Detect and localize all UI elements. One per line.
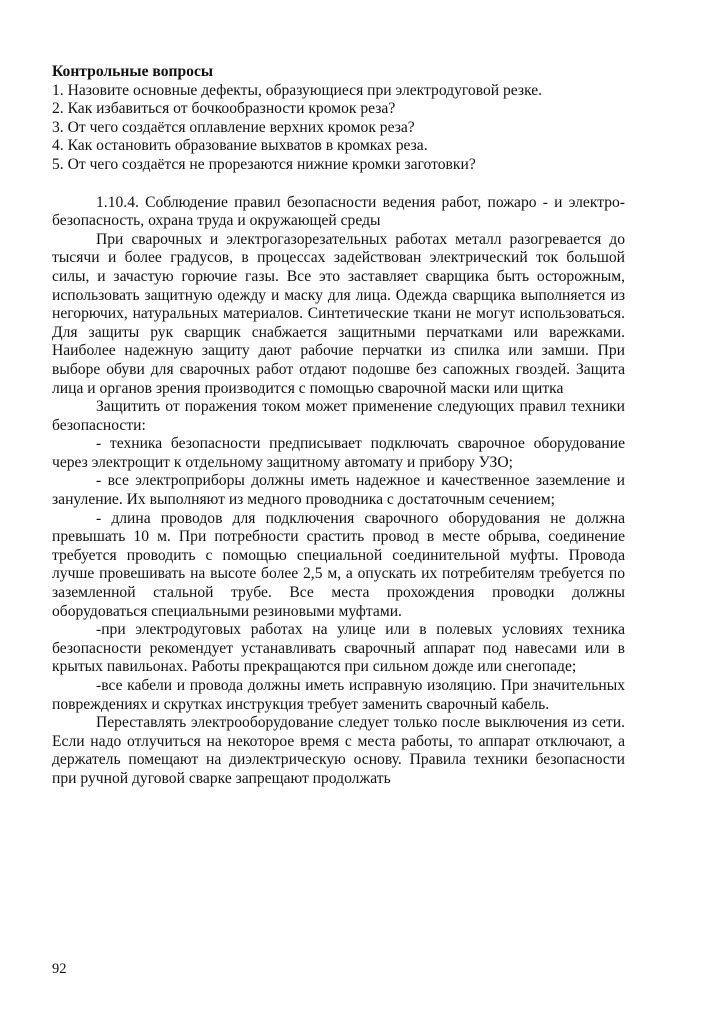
paragraph: Защитить от поражения током может применение следующих правил техники безопасности: [52, 398, 625, 434]
section-title: 1.10.4. Соблюдение правил безопасности ведения работ, пожаро - и электро-безопасность, охрана труда и окружающей среды [52, 193, 625, 230]
question-item: 3. От чего создаётся оплавление верхних кромок реза? [52, 118, 415, 136]
paragraph: - все электроприборы должны иметь надежное и качественное заземление и зануление. Их выполняют из медного проводника с достаточным сечением; [52, 472, 625, 509]
paragraph: -все кабели и провода должны иметь исправную изоляцию. При значительных повреждениях и скрутках инструкция требует заменить сварочный кабель. [52, 677, 625, 713]
paragraph: -при электродуговых работах на улице или в полевых условиях техника безопасности рекомендует устанавливать сварочный аппарат под навесами или в крытых павильонах. Работы прекращаются при сильном дожде или снегопаде; [52, 621, 625, 676]
paragraph: При сварочных и электрогазорезательных работах металл разогревается до тысячи и более градусов, в процессах задействован электрический ток большой силы, и зачастую горючие газы. Все это заставляет сварщика быть осторожным, использовать защитную одежду и маску для лица. Одежда сварщика выполняется из негорючих, натуральных материалов. Синтетические ткани не могут использоваться. Для защиты рук сварщик снабжается защитными перчатками или варежками. Наиболее надежную защиту дают рабочие перчатки из спилка или замши. При выборе обуви для сварочных работ отдают подошве без сапожных гвоздей. Защита лица и органов зрения производится с помощью сварочной маски или щитка [52, 230, 625, 397]
question-item: 4. Как остановить образование выхватов в кромках реза. [52, 137, 428, 155]
question-item: 2. Как избавиться от бочкообразности кромок реза? [52, 100, 396, 118]
question-item: 1. Назовите основные дефекты, образующиеся при электродуговой резке. [52, 81, 543, 99]
questions-heading: Контрольные вопросы [52, 63, 214, 80]
question-item: 5. От чего создаётся не прорезаются нижние кромки заготовки? [52, 155, 476, 173]
spacer [52, 175, 625, 194]
paragraph: - длина проводов для подключения сварочного оборудования не должна превышать 10 м. При потребности срастить провод в месте обрыва, соединение требуется проводить с помощью специальной соединительной муфты. Провода лучше провешивать на высоте более 2,5 м, а опускать их потребителям требуется по заземленной стальной трубе. Все места прохождения проводки должны оборудоваться специальными резиновыми муфтами. [52, 509, 625, 620]
page-number: 92 [52, 961, 67, 977]
paragraph: - техника безопасности предписывает подключать сварочное оборудование через электрощит к отдельному защитному автомату и прибору УЗО; [52, 435, 625, 471]
paragraph: Переставлять электрооборудование следует только после выключения из сети. Если надо отлучиться на некоторое время с места работы, то аппарат отключают, а держатель помещают на диэлектрическую основу. Правила техники безопасности при ручной дуговой сварке запрещают продолжать [52, 714, 625, 787]
page-body [52, 63, 625, 789]
